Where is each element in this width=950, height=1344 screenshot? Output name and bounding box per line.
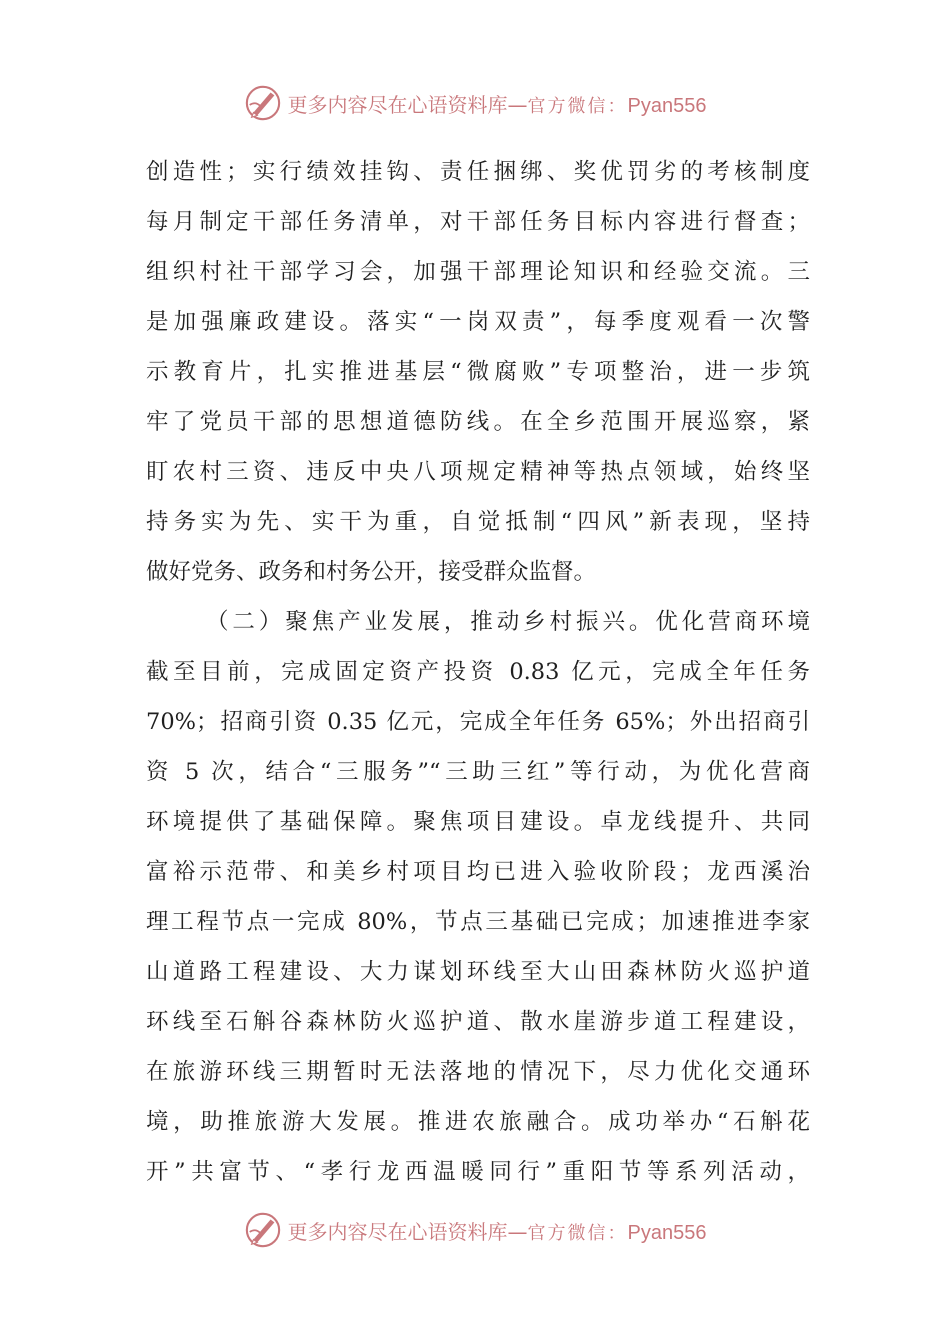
text-line: 境，助推旅游大发展。推进农旅融合。成功举办“石斛花: [146, 1109, 810, 1135]
footer-watermark: [0, 1205, 950, 1255]
text-line: 牢了党员干部的思想道德防线。在全乡范围开展巡察，紧: [146, 409, 810, 435]
footer-separator: —: [507, 1219, 528, 1244]
text-line: 山道路工程建设、大力谋划环线至大山田森林防火巡护道: [146, 959, 810, 985]
header-brand: 更多内容尽在心语资料库: [287, 92, 508, 117]
text-line: 开”共富节、“孝行龙西温暖同行”重阳节等系列活动，: [146, 1159, 810, 1185]
text-line: 创造性；实行绩效挂钩、责任捆绑、奖优罚劣的考核制度: [146, 159, 810, 185]
document-body: [146, 147, 810, 1197]
text-line: 盯农村三资、违反中央八项规定精神等热点领域，始终坚: [146, 459, 810, 485]
text-line: 是加强廉政建设。落实“一岗双责”，每季度观看一次警: [146, 309, 810, 335]
text-line: 每月制定干部任务清单，对干部任务目标内容进行督查；: [146, 209, 810, 235]
text-line: 示教育片，扎实推进基层“微腐败”专项整治，进一步筑: [146, 359, 810, 385]
header-wechat-id: Pyan556: [627, 94, 707, 117]
header-label: 官方微信：: [527, 95, 628, 117]
text-line: 截至目前，完成固定资产投资 0.83 亿元，完成全年任务: [146, 659, 810, 685]
footer-brand: 更多内容尽在心语资料库: [287, 1219, 508, 1244]
text-line: 资 5 次，结合“三服务”“三助三红”等行动，为优化营商: [146, 759, 810, 785]
footer-watermark-text: [288, 1216, 707, 1245]
text-line: 环境提供了基础保障。聚焦项目建设。卓龙线提升、共同: [146, 809, 810, 835]
text-line: 在旅游环线三期暂时无法落地的情况下，尽力优化交通环: [146, 1059, 810, 1085]
section-heading-line: （二）聚焦产业发展，推动乡村振兴。优化营商环境: [206, 609, 810, 635]
text-line: 环线至石斛谷森林防火巡护道、散水崖游步道工程建设，: [146, 1009, 810, 1035]
header-separator: —: [507, 92, 528, 117]
text-line: 富裕示范带、和美乡村项目均已进入验收阶段；龙西溪治: [146, 859, 810, 885]
header-watermark-text: [288, 89, 707, 118]
header-watermark: [0, 78, 950, 128]
pen-logo-icon: [244, 84, 282, 122]
footer-wechat-id: Pyan556: [627, 1221, 707, 1244]
text-line: 持务实为先、实干为重，自觉抵制“四风”新表现，坚持: [146, 509, 810, 535]
pen-logo-icon: [244, 1211, 282, 1249]
text-line: 做好党务、政务和村务公开，接受群众监督。: [146, 559, 597, 585]
text-line: 组织村社干部学习会，加强干部理论知识和经验交流。三: [146, 259, 810, 285]
footer-label: 官方微信：: [527, 1222, 628, 1244]
text-line: 70%；招商引资 0.35 亿元，完成全年任务 65%；外出招商引: [146, 709, 810, 735]
text-line: 理工程节点一完成 80%，节点三基础已完成；加速推进李家: [146, 909, 810, 935]
